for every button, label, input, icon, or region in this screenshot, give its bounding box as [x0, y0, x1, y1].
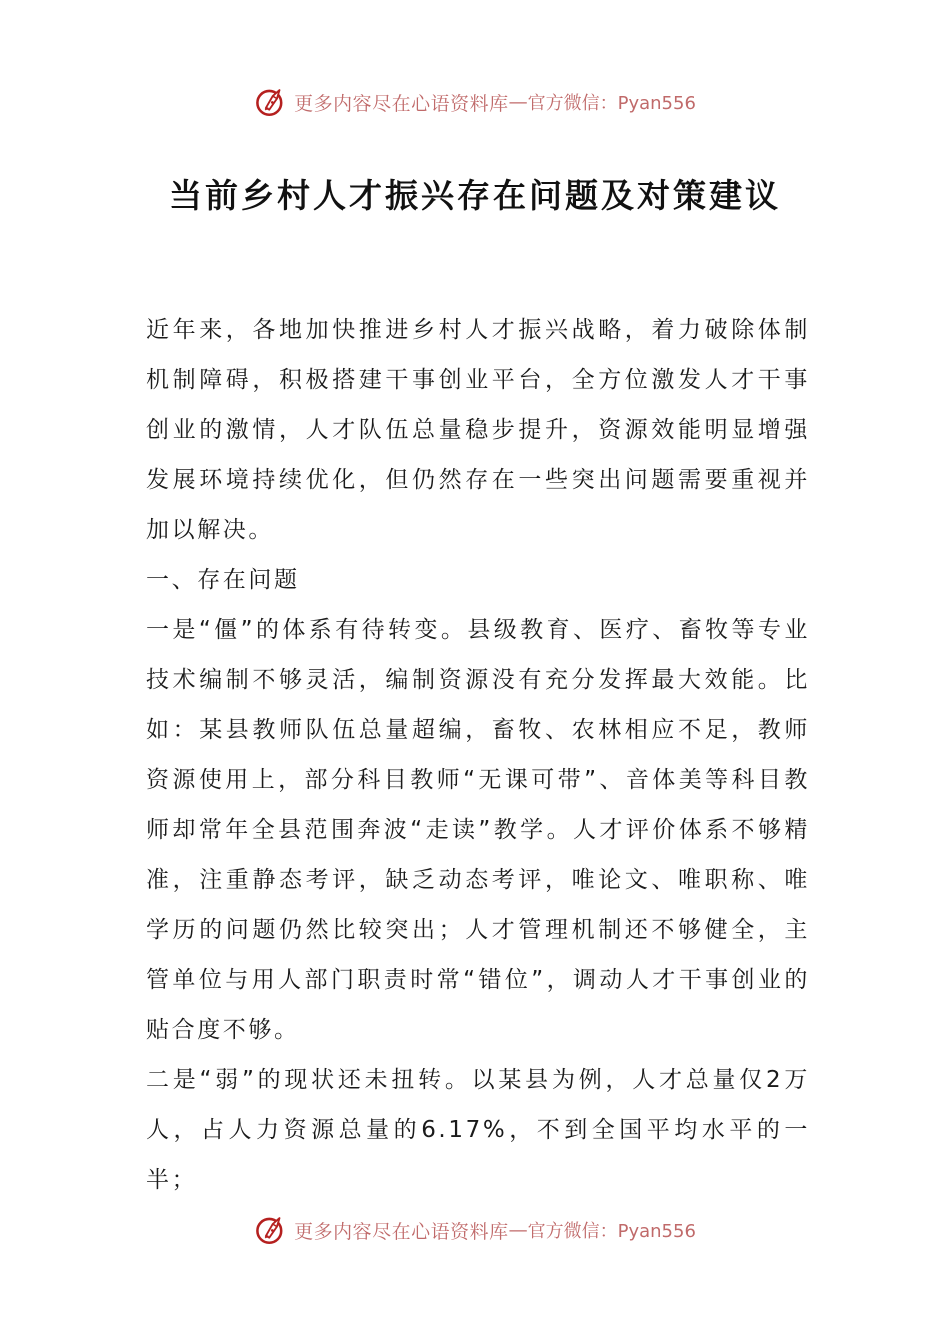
footer-banner-contact: 官方微信：Pyan556 [527, 1221, 696, 1242]
footer-banner [0, 1208, 950, 1252]
problem-one-paragraph: 一是“僵”的体系有待转变。县级教育、医疗、畜牧等专业技术编制不够灵活，编制资源没有充分发挥最大效能。比如：某县教师队伍总量超编，畜牧、农林相应不足，教师资源使用上，部分科目教师“无课可带”、音体美等科目教师却常年全县范围奔波“走读”教学。人才评价体系不够精准，注重静态考评，缺乏动态考评，唯论文、唯职称、唯学历的问题仍然比较突出；人才管理机制还不够健全，主管单位与用人部门职责时常“错位”，调动人才干事创业的贴合度不够。 [146, 617, 810, 1043]
pen-nib-circle-logo-icon [254, 85, 288, 119]
header-banner-contact: 官方微信：Pyan556 [527, 93, 696, 114]
document-title: 当前乡村人才振兴存在问题及对策建议 [169, 176, 781, 215]
footer-banner-text: 更多内容尽在心语资料库 [294, 1220, 509, 1243]
header-banner [0, 80, 950, 124]
pen-nib-circle-logo-icon [254, 1213, 288, 1247]
footer-banner-separator: — [508, 1219, 528, 1241]
intro-paragraph: 近年来，各地加快推进乡村人才振兴战略，着力破除体制机制障碍，积极搭建干事创业平台，全方位激发人才干事创业的激情，人才队伍总量稳步提升，资源效能明显增强发展环境持续优化，但仍然存在一些突出问题需要重视并加以解决。 [146, 317, 810, 543]
section-heading: 一、存在问题 [146, 567, 300, 593]
document-body [146, 305, 810, 1205]
header-banner-text: 更多内容尽在心语资料库 [294, 92, 509, 115]
problem-two-paragraph: 二是“弱”的现状还未扭转。以某县为例，人才总量仅2万人，占人力资源总量的6.17%，不到全国平均水平的一半； [146, 1067, 810, 1193]
header-banner-separator: — [508, 91, 528, 113]
